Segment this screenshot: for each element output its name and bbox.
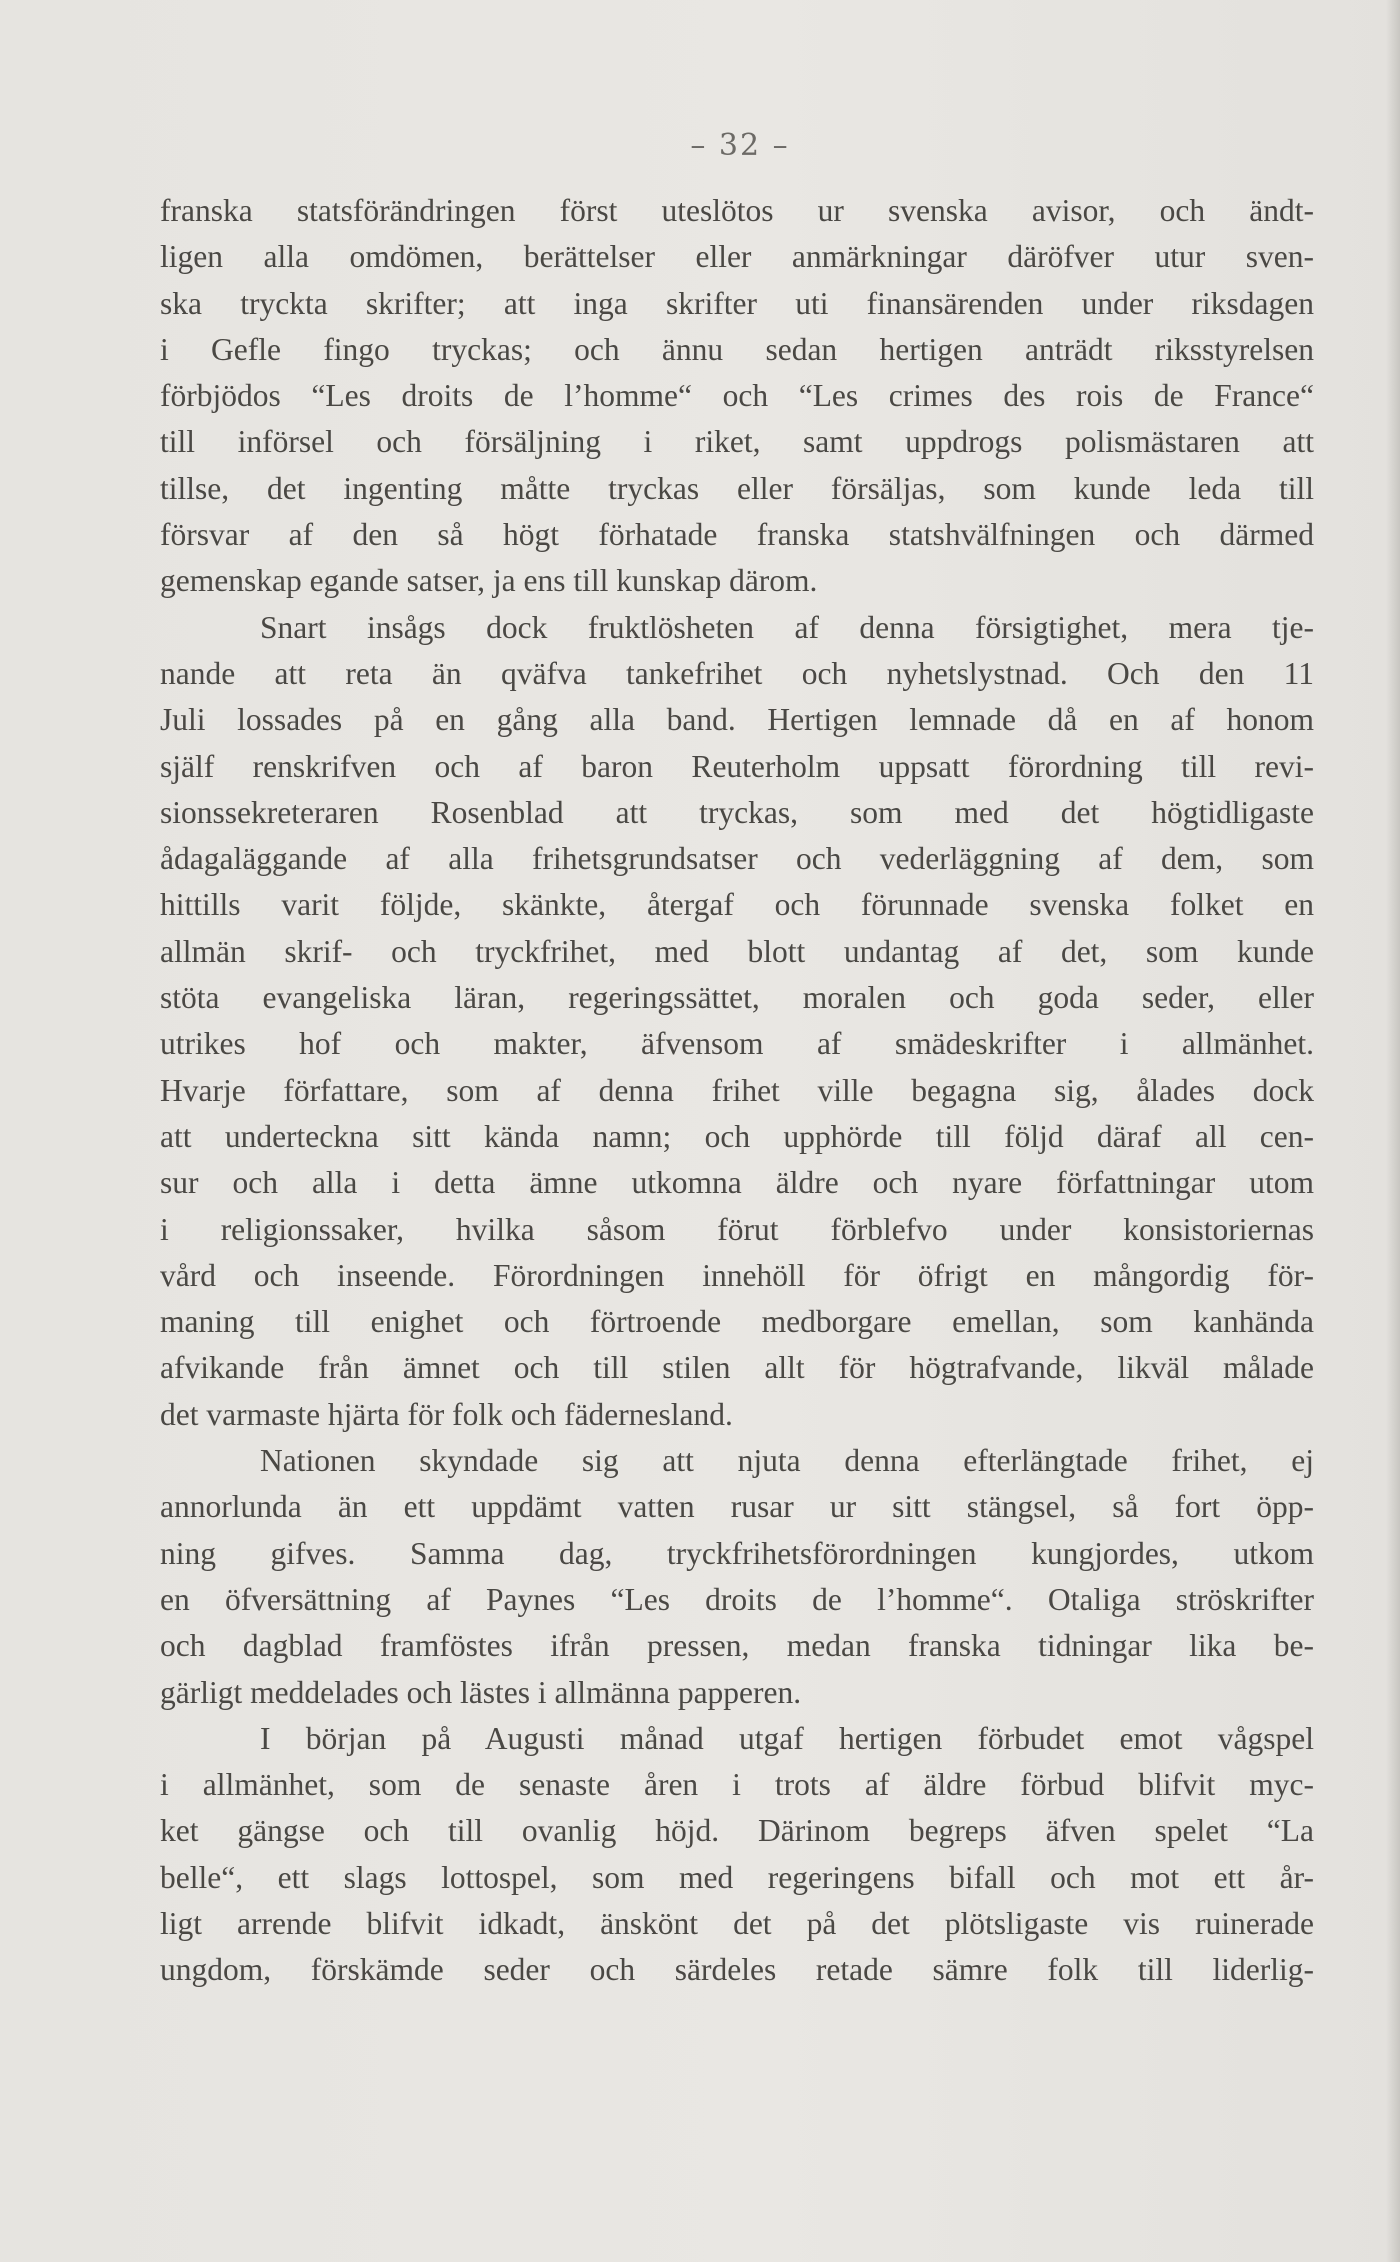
- text-line: I början på Augusti månad utgaf hertigen förbudet emot vågspel: [260, 1720, 1314, 1756]
- text-line: försvar af den så högt förhatade franska statshvälfningen och därmed: [160, 517, 1314, 553]
- body-text: [160, 188, 1314, 1994]
- text-line: förbjödos “Les droits de l’homme“ och “Les crimes des rois de France“: [160, 378, 1314, 414]
- text-line: Hvarje författare, som af denna frihet ville begagna sig, ålades dock: [160, 1072, 1314, 1108]
- text-line: ligt arrende blifvit idkadt, änskönt det på det plötsligaste vis ruinerade: [160, 1905, 1314, 1941]
- text-line: sionssekreteraren Rosenblad att tryckas, som med det högtidligaste: [160, 794, 1314, 830]
- text-line: ska tryckta skrifter; att inga skrifter uti finansärenden under riksdagen: [160, 285, 1314, 321]
- text-line: stöta evangeliska läran, regeringssättet, moralen och goda seder, eller: [160, 980, 1314, 1016]
- text-line: utrikes hof och makter, äfvensom af smädeskrifter i allmänhet.: [160, 1026, 1314, 1062]
- text-line: Nationen skyndade sig att njuta denna efterlängtade frihet, ej: [260, 1443, 1314, 1479]
- text-line: ungdom, förskämde seder och särdeles retade sämre folk till liderlig-: [160, 1952, 1314, 1988]
- text-line: tillse, det ingenting måtte tryckas eller försäljas, som kunde leda till: [160, 470, 1314, 506]
- text-line: belle“, ett slags lottospel, som med regeringens bifall och mot ett år-: [160, 1859, 1314, 1895]
- page-number: – 32 –: [690, 128, 790, 163]
- text-line: i allmänhet, som de senaste åren i trots af äldre förbud blifvit myc-: [160, 1767, 1314, 1803]
- text-line: ligen alla omdömen, berättelser eller anmärkningar däröfver utur sven-: [160, 239, 1314, 275]
- text-line: allmän skrif- och tryckfrihet, med blott undantag af det, som kunde: [160, 933, 1314, 969]
- text-line: nande att reta än qväfva tankefrihet och nyhetslystnad. Och den 11: [160, 655, 1314, 691]
- text-line: i Gefle fingo tryckas; och ännu sedan hertigen anträdt riksstyrelsen: [160, 331, 1314, 367]
- text-line: till införsel och försäljning i riket, samt uppdrogs polismästaren att: [160, 424, 1314, 460]
- text-line: afvikande från ämnet och till stilen allt för högtrafvande, likväl målade: [160, 1350, 1314, 1386]
- text-line: gemenskap egande satser, ja ens till kunskap därom.: [160, 563, 818, 599]
- text-line: det varmaste hjärta för folk och fädernesland.: [160, 1396, 733, 1432]
- text-line: i religionssaker, hvilka såsom förut förblefvo under konsistoriernas: [160, 1211, 1314, 1247]
- text-line: och dagblad framföstes ifrån pressen, medan franska tidningar lika be-: [160, 1628, 1314, 1664]
- text-line: hittills varit följde, skänkte, återgaf och förunnade svenska folket en: [160, 887, 1314, 923]
- text-line: sur och alla i detta ämne utkomna äldre och nyare författningar utom: [160, 1165, 1314, 1201]
- text-line: maning till enighet och förtroende medborgare emellan, som kanhända: [160, 1304, 1314, 1340]
- text-line: ning gifves. Samma dag, tryckfrihetsförordningen kungjordes, utkom: [160, 1535, 1314, 1571]
- text-line: franska statsförändringen först uteslötos ur svenska avisor, och ändt-: [160, 193, 1314, 228]
- text-line: en öfversättning af Paynes “Les droits de l’homme“. Otaliga ströskrifter: [160, 1581, 1314, 1617]
- text-line: Snart insågs dock fruktlösheten af denna försigtighet, mera tje-: [260, 609, 1314, 645]
- text-line: ådagaläggande af alla frihetsgrundsatser och vederläggning af dem, som: [160, 841, 1314, 877]
- text-line: själf renskrifven och af baron Reuterholm uppsatt förordning till revi-: [160, 748, 1314, 784]
- page-edge-shadow: [1386, 0, 1400, 2262]
- text-line: att underteckna sitt kända namn; och upphörde till följd däraf all cen-: [160, 1118, 1314, 1154]
- text-line: ket gängse och till ovanlig höjd. Därinom begreps äfven spelet “La: [160, 1813, 1314, 1849]
- text-line: vård och inseende. Förordningen innehöll för öfrigt en mångordig för-: [160, 1257, 1314, 1293]
- text-line: gärligt meddelades och lästes i allmänna papperen.: [160, 1674, 802, 1710]
- text-line: Juli lossades på en gång alla band. Hertigen lemnade då en af honom: [160, 702, 1314, 738]
- text-line: annorlunda än ett uppdämt vatten rusar ur sitt stängsel, så fort öpp-: [160, 1489, 1314, 1525]
